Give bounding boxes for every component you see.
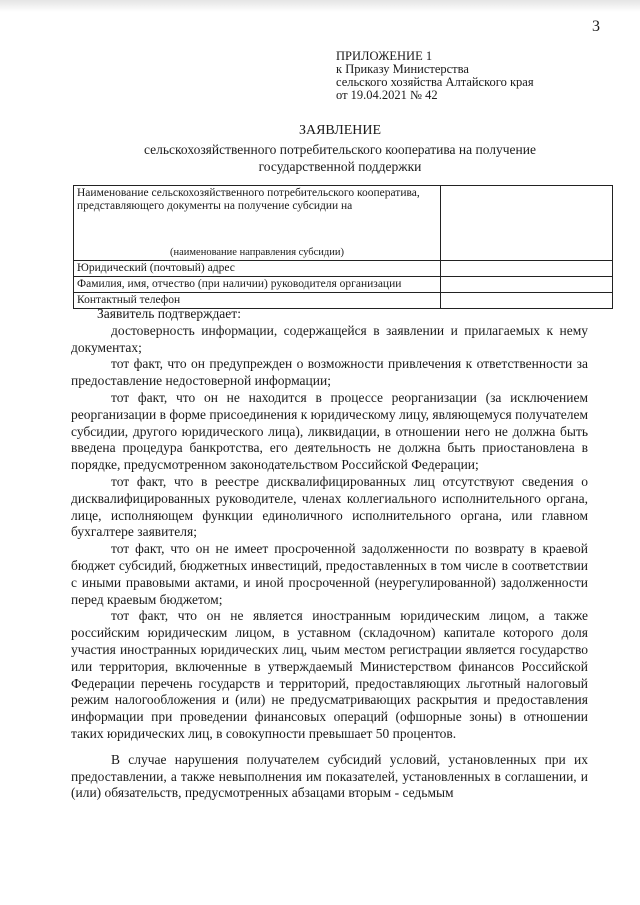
table-row [74, 186, 613, 261]
table-cell-label [74, 186, 441, 261]
document-subtitle: сельскохозяйственного потребительского кооператива на получение государственной поддержки [144, 142, 536, 174]
statement-paragraph-4: тот факт, что в реестре дисквалифицированных лиц отсутствуют сведения о дисквалифицированных руководителе, членах коллегиального исполнительного органа, лице, исполняющем функции единоличного исполнительного органа, или главном бухгалтере заявителя; [71, 473, 588, 540]
subsidy-direction-sublabel: (наименование направления субсидии) [170, 247, 344, 258]
statement-paragraph-1: достоверность информации, содержащейся в заявлении и прилагаемых к нему документах; [71, 322, 588, 355]
legal-address-label: Юридический (почтовый) адрес [74, 261, 441, 277]
statement-paragraph-2: тот факт, что он предупрежден о возможности привлечения к ответственности за предоставление недостоверной информации; [71, 356, 588, 389]
legal-address-value[interactable] [441, 261, 613, 277]
statement-body [71, 306, 588, 802]
appendix-line-4: от 19.04.2021 № 42 [336, 88, 438, 102]
cooperative-name-value[interactable] [441, 186, 613, 261]
statement-paragraph-6: тот факт, что он не является иностранным юридическим лицом, а также российским юридическим лицом, в уставном (складочном) капитале которого доля участия иностранных юридических лиц, чьим местом регистрации является государство или территория, включенные в утверждаемый Министерством финансов Российской Федерации перечень государств и территорий, предоставляющих льготный налоговый режим налогообложения и (или) не предусматривающих раскрытия и предоставления информации при проведении финансовых операций (офшорные зоны) в отношении таких юридических лиц, в совокупности превышает 50 процентов. [71, 608, 588, 741]
statement-paragraph-7: В случае нарушения получателем субсидий условий, установленных при их предоставлении, а также невыполнения им показателей, установленных в соглашении, и (или) обязательств, предусмотренных абзацами вторым - седьмым [71, 751, 588, 801]
document-title: ЗАЯВЛЕНИЕ [298, 123, 382, 138]
applicant-info-table [73, 185, 613, 309]
table-row [74, 277, 613, 293]
statement-intro: Заявитель подтверждает: [97, 306, 241, 321]
appendix-line-3: сельского хозяйства Алтайского края [336, 75, 534, 89]
scan-edge-shadow [0, 0, 640, 12]
cooperative-name-label: Наименование сельскохозяйственного потребительского кооператива, представляющего документы на получение субсидии на [77, 187, 420, 212]
appendix-header [336, 50, 616, 102]
contact-phone-label: Контактный телефон [74, 293, 441, 309]
director-name-label: Фамилия, имя, отчество (при наличии) руководителя организации [74, 277, 441, 293]
table-row [74, 261, 613, 277]
statement-paragraph-5: тот факт, что он не имеет просроченной задолженности по возврату в краевой бюджет субсидий, бюджетных инвестиций, предоставленных в том числе в соответствии с иными правовыми актами, и иной просроченной (неурегулированной) задолженности перед краевым бюджетом; [71, 541, 588, 607]
statement-paragraph-3: тот факт, что он не находится в процессе реорганизации (за исключением реорганизации в форме присоединения к юридическому лицу, являющемуся получателем субсидии, другого юридического лица), ликвидации, в отношении него не должна быть введена процедура банкротства, его деятельность не должна быть приостановлена в порядке, предусмотренном законодательством Российской Федерации; [71, 389, 588, 473]
page-number: 3 [592, 18, 600, 35]
appendix-line-2: к Приказу Министерства [336, 62, 469, 76]
appendix-line-1: ПРИЛОЖЕНИЕ 1 [336, 49, 433, 63]
director-name-value[interactable] [441, 277, 613, 293]
